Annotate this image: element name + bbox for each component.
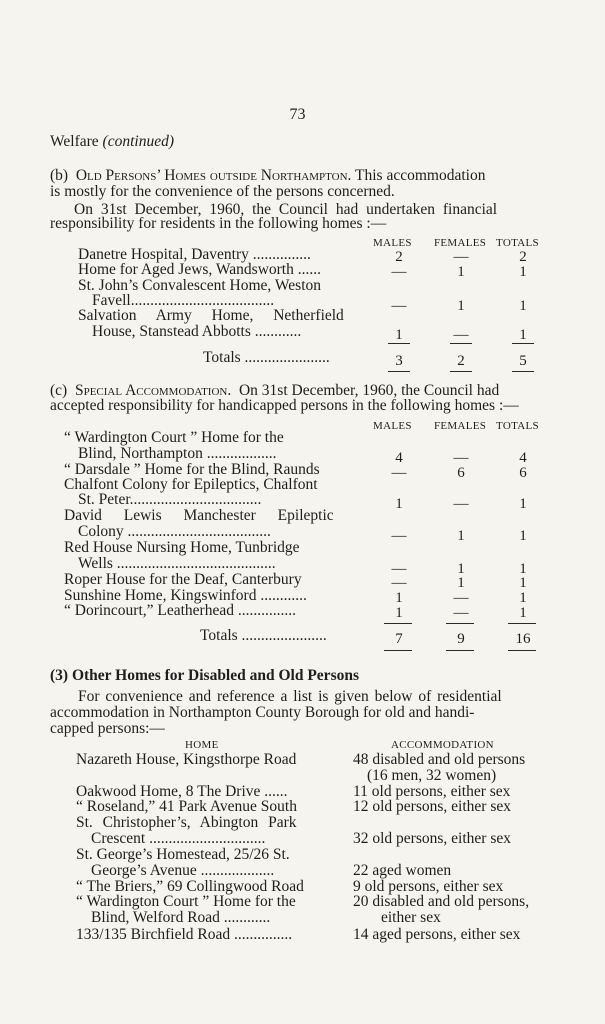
- b-row-males: 2: [395, 249, 403, 265]
- section-heading: [50, 134, 174, 150]
- s3-col-home: HOME: [185, 739, 219, 751]
- b-text-2: is mostly for the convenience of the persons concerned.: [50, 183, 395, 200]
- c-row-females: —: [453, 605, 469, 621]
- c-text-2: accepted responsibility for handicapped persons in the following homes :—: [50, 397, 519, 414]
- c-row-totals: 1: [519, 561, 527, 577]
- b-row-name-cont: Favell.....................................: [92, 292, 275, 309]
- s3-home: 133/135 Birchfield Road ...............: [76, 926, 293, 943]
- c-row-name-cont: Colony .....................................: [78, 523, 271, 540]
- b-row-females: —: [453, 249, 469, 265]
- c-row-males: 1: [395, 590, 403, 606]
- c-row-females: —: [453, 590, 469, 606]
- b-total-females: 2: [457, 353, 465, 369]
- s3-heading: (3) Other Homes for Disabled and Old Persons: [50, 667, 360, 684]
- b-row-name-cont: House, Stanstead Abbotts ............: [92, 323, 302, 340]
- c-row-name: “ Darsdale ” Home for the Blind, Raunds: [64, 461, 320, 478]
- b-row-totals: 1: [519, 264, 527, 280]
- s3-home-cont: George’s Avenue ...................: [91, 862, 275, 879]
- b-label: (b): [50, 167, 69, 184]
- s3-home: “ The Briers,” 69 Collingwood Road: [76, 878, 304, 895]
- b-heading: Old Persons’ Homes outside Northampton.: [75, 167, 352, 184]
- s3-home: St. Christopher’s, Abington Park: [76, 814, 297, 831]
- c-rule: [508, 623, 536, 624]
- c-label: (c): [50, 382, 68, 399]
- c-col-females: FEMALES: [434, 420, 487, 432]
- c-total-females: 9: [457, 631, 465, 647]
- c-row-name: “ Dorincourt,” Leatherhead ...............: [64, 602, 296, 619]
- b-row-males: —: [391, 264, 407, 280]
- b-row-name: Salvation Army Home, Netherfield: [78, 307, 344, 324]
- b-rule: [512, 371, 534, 372]
- page-number: 73: [289, 106, 306, 123]
- b-row-females: 1: [457, 298, 465, 314]
- s3-home: “ Wardington Court ” Home for the: [76, 893, 296, 910]
- b-text-4: responsibility for residents in the following homes :—: [50, 215, 387, 232]
- c-row-females: —: [453, 496, 469, 512]
- c-row-name: “ Wardington Court ” Home for the: [64, 429, 284, 446]
- c-row-name: Chalfont Colony for Epileptics, Chalfont: [64, 476, 318, 493]
- c-row-name-cont: Blind, Northampton ..................: [78, 445, 277, 462]
- c-row-females: 1: [457, 528, 465, 544]
- c-row-totals: 1: [519, 528, 527, 544]
- b-row-name: St. John’s Convalescent Home, Weston: [78, 277, 322, 294]
- s3-accommodation-cont: either sex: [381, 909, 441, 926]
- s3-accommodation: 32 old persons, either sex: [353, 830, 511, 847]
- s3-home: St. George’s Homestead, 25/26 St.: [76, 846, 290, 863]
- c-row-males: —: [391, 561, 407, 577]
- c-row-males: 1: [395, 605, 403, 621]
- b-col-males: MALES: [373, 237, 412, 249]
- b-row-females: —: [453, 327, 469, 343]
- c-col-males: MALES: [373, 420, 412, 432]
- c-row-females: 1: [457, 575, 465, 591]
- b-total-totals: 5: [519, 353, 527, 369]
- c-row-name-cont: St. Peter..................................: [78, 491, 262, 508]
- c-totals-label: Totals ......................: [200, 627, 327, 644]
- c-total-males: 7: [395, 631, 403, 647]
- s3-home-cont: Crescent ..............................: [91, 830, 266, 847]
- s3-accommodation: 48 disabled and old persons: [353, 751, 526, 768]
- b-text-3: On 31st December, 1960, the Council had undertaken financial: [74, 201, 498, 218]
- c-total-totals: 16: [515, 631, 531, 647]
- b-totals-label: Totals ......................: [203, 349, 330, 366]
- c-row-name-cont: Wells .........................................: [78, 555, 276, 572]
- b-col-totals: TOTALS: [496, 237, 539, 249]
- b-row-males: 1: [395, 327, 403, 343]
- s3-accommodation: 20 disabled and old persons,: [353, 893, 530, 910]
- s3-col-accommodation: ACCOMMODATION: [391, 739, 494, 751]
- b-rule: [512, 343, 534, 344]
- c-rule: [384, 623, 412, 624]
- c-row-females: —: [453, 450, 469, 466]
- b-row-females: 1: [457, 264, 465, 280]
- c-row-males: —: [391, 465, 407, 481]
- s3-accommodation-cont: (16 men, 32 women): [367, 767, 497, 784]
- c-row-totals: 1: [519, 575, 527, 591]
- section-heading-continued: (continued): [102, 133, 174, 150]
- b-row-name: Danetre Hospital, Daventry ...............: [78, 246, 311, 263]
- c-row-males: 4: [395, 450, 403, 466]
- c-row-females: 6: [457, 465, 465, 481]
- c-row-name: Sunshine Home, Kingswinford ............: [64, 587, 307, 604]
- c-rule: [446, 623, 474, 624]
- c-row-males: 1: [395, 496, 403, 512]
- c-row-males: —: [391, 575, 407, 591]
- s3-intro-2: accommodation in Northampton County Borough for old and handi-: [50, 704, 475, 721]
- s3-home: “ Roseland,” 41 Park Avenue South: [76, 798, 297, 815]
- c-row-totals: 6: [519, 465, 527, 481]
- s3-home: Oakwood Home, 8 The Drive ......: [76, 783, 288, 800]
- c-row-totals: 1: [519, 496, 527, 512]
- c-col-totals: TOTALS: [496, 420, 539, 432]
- b-text-1: This accommodation: [355, 167, 486, 184]
- c-row-males: —: [391, 528, 407, 544]
- b-row-totals: 2: [519, 249, 527, 265]
- c-row-name: Red House Nursing Home, Tunbridge: [64, 539, 300, 556]
- b-row-totals: 1: [519, 298, 527, 314]
- section-heading-word: Welfare: [50, 133, 99, 150]
- c-row-name: Roper House for the Deaf, Canterbury: [64, 571, 302, 588]
- c-row-totals: 1: [519, 605, 527, 621]
- s3-accommodation: 9 old persons, either sex: [353, 878, 504, 895]
- s3-intro-1: For convenience and reference a list is given below of residential: [78, 688, 502, 705]
- s3-accommodation: 22 aged women: [353, 862, 452, 879]
- b-line-1: [50, 168, 544, 184]
- b-rule: [388, 343, 410, 344]
- b-rule: [450, 371, 472, 372]
- c-heading: Special Accommodation.: [74, 382, 232, 399]
- c-row-totals: 1: [519, 590, 527, 606]
- b-total-males: 3: [395, 353, 403, 369]
- s3-home: Nazareth House, Kingsthorpe Road: [76, 751, 297, 768]
- c-row-totals: 4: [519, 450, 527, 466]
- b-rule: [450, 343, 472, 344]
- b-row-males: —: [391, 298, 407, 314]
- c-rule: [446, 650, 474, 651]
- s3-accommodation: 12 old persons, either sex: [353, 798, 511, 815]
- c-row-females: 1: [457, 561, 465, 577]
- b-rule: [388, 371, 410, 372]
- s3-accommodation: 11 old persons, either sex: [353, 783, 511, 800]
- c-rule: [384, 650, 412, 651]
- b-col-females: FEMALES: [434, 237, 487, 249]
- c-text-1: On 31st December, 1960, the Council had: [238, 382, 500, 399]
- c-rule: [508, 650, 536, 651]
- s3-intro-3: capped persons:—: [50, 720, 165, 737]
- b-row-name: Home for Aged Jews, Wandsworth ......: [78, 261, 321, 278]
- c-row-name: David Lewis Manchester Epileptic: [64, 507, 334, 524]
- s3-accommodation: 14 aged persons, either sex: [353, 926, 521, 943]
- b-row-totals: 1: [519, 327, 527, 343]
- s3-home-cont: Blind, Welford Road ............: [91, 909, 271, 926]
